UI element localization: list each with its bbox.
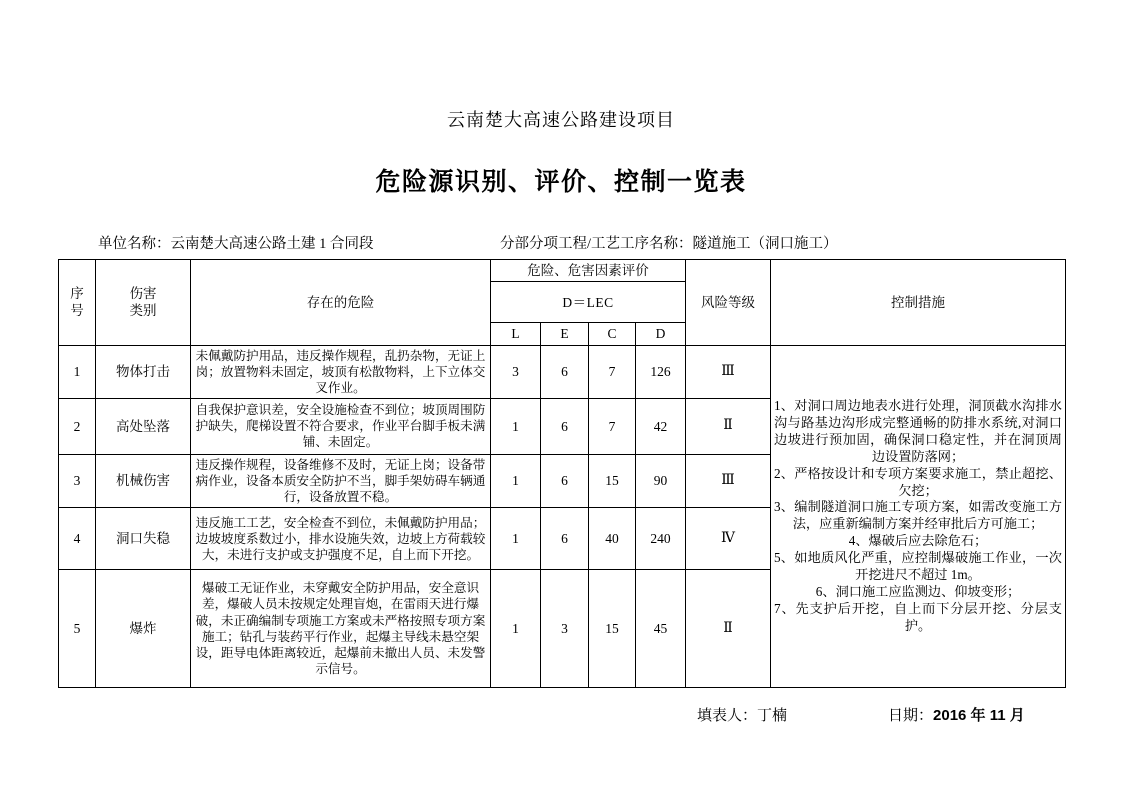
header-existing-hazard: 存在的危险	[191, 260, 491, 346]
cell-c: 7	[589, 398, 636, 454]
cell-e: 6	[541, 454, 589, 507]
process-name-field	[500, 232, 838, 253]
cell-injury-type: 高处坠落	[96, 398, 191, 454]
header-l: L	[491, 323, 541, 345]
cell-hazard: 违反施工工艺，安全检查不到位，未佩戴防护用品；边坡坡度系数过小，排水设施失效，边坡上方荷载较大，未进行支护或支护强度不足，自上而下开挖。	[191, 508, 491, 570]
control-measure-item: 2、严格按设计和专项方案要求施工，禁止超挖、欠挖；	[774, 465, 1062, 498]
header-evaluation: 危险、危害因素评价	[491, 260, 686, 282]
cell-d: 90	[636, 454, 686, 507]
cell-hazard: 爆破工无证作业，未穿戴安全防护用品，安全意识差，爆破人员未按规定处理盲炮，在雷雨天进行爆破，未正确编制专项施工方案或未严格按照专项方案施工；钻孔与装药平行作业，起爆主导线未悬空架设，距导电体距离较近，起爆前未撤出人员、未发警示信号。	[191, 570, 491, 688]
cell-c: 40	[589, 508, 636, 570]
cell-risk-level: Ⅲ	[686, 345, 771, 398]
header-injury-type	[96, 260, 191, 346]
cell-d: 126	[636, 345, 686, 398]
cell-l: 1	[491, 508, 541, 570]
table-header	[59, 260, 1066, 346]
cell-seq: 4	[59, 508, 96, 570]
cell-c: 15	[589, 570, 636, 688]
control-measure-item: 4、爆破后应去除危石；	[848, 533, 988, 549]
form-date-label: 日期：	[888, 708, 934, 724]
cell-seq: 3	[59, 454, 96, 507]
cell-hazard: 未佩戴防护用品，违反操作规程，乱扔杂物，无证上岗；放置物料未固定，坡顶有松散物料，上下立体交叉作业。	[191, 345, 491, 398]
cell-injury-type: 洞口失稳	[96, 508, 191, 570]
form-author-label: 填表人：	[697, 708, 758, 724]
hazard-table	[58, 259, 1066, 688]
cell-l: 1	[491, 454, 541, 507]
cell-risk-level: Ⅱ	[686, 570, 771, 688]
header-risk-level: 风险等级	[686, 260, 771, 346]
cell-c: 7	[589, 345, 636, 398]
header-d: D	[636, 323, 686, 345]
control-measure-item: 6、洞口施工应监测边、仰坡变形；	[815, 583, 1021, 599]
control-measure-item: 7、先支护后开挖，自上而下分层开挖、分层支护。	[774, 600, 1062, 633]
cell-hazard: 自我保护意识差，安全设施检查不到位；坡顶周围防护缺失，爬梯设置不符合要求，作业平台脚手板未满铺、未固定。	[191, 398, 491, 454]
form-date-field	[888, 704, 1025, 725]
cell-e: 6	[541, 345, 589, 398]
header-seq-line2: 号	[70, 303, 84, 319]
cell-risk-level: Ⅲ	[686, 454, 771, 507]
unit-name-label: 单位名称：	[98, 236, 171, 252]
process-name-label: 分部分项工程/工艺工序名称：	[500, 236, 693, 252]
header-seq	[59, 260, 96, 346]
cell-seq: 5	[59, 570, 96, 688]
header-dlec-formula: D＝LEC	[491, 282, 686, 323]
form-author-value: 丁楠	[757, 708, 788, 724]
control-measure-item: 1、对洞口周边地表水进行处理，洞顶截水沟排水沟与路基边沟形成完整通畅的防排水系统,对洞口边坡进行预加固，确保洞口稳定性，并在洞顶周边设置防落网；	[774, 398, 1062, 464]
meta-row	[0, 232, 1122, 252]
cell-d: 240	[636, 508, 686, 570]
form-date-value: 2016 年 11 月	[933, 707, 1025, 724]
page-title: 云南楚大高速公路建设项目	[447, 110, 675, 130]
form-author-field	[697, 704, 787, 725]
header-control-measures: 控制措施	[771, 260, 1066, 346]
cell-e: 6	[541, 398, 589, 454]
header-e: E	[541, 323, 589, 345]
table-body	[59, 345, 1066, 688]
cell-l: 1	[491, 398, 541, 454]
header-c: C	[589, 323, 636, 345]
cell-d: 42	[636, 398, 686, 454]
cell-risk-level: Ⅱ	[686, 398, 771, 454]
cell-seq: 1	[59, 345, 96, 398]
cell-seq: 2	[59, 398, 96, 454]
page-subtitle: 危险源识别、评价、控制一览表	[375, 168, 747, 196]
cell-c: 15	[589, 454, 636, 507]
cell-hazard: 违反操作规程，设备维修不及时，无证上岗；设备带病作业，设备本质安全防护不当，脚手架妨碍车辆通行，设备放置不稳。	[191, 454, 491, 507]
cell-control-measures	[771, 345, 1066, 688]
table-row	[59, 345, 1066, 398]
control-measure-item: 5、如地质风化严重，应控制爆破施工作业，一次开挖进尺不超过 1m。	[774, 550, 1062, 583]
unit-name-value: 云南楚大高速公路土建 1 合同段	[170, 236, 374, 252]
header-injury-type-line1: 伤害	[129, 286, 157, 301]
cell-l: 3	[491, 345, 541, 398]
cell-risk-level: Ⅳ	[686, 508, 771, 570]
header-injury-type-line2: 类别	[129, 303, 157, 319]
cell-e: 6	[541, 508, 589, 570]
cell-injury-type: 物体打击	[96, 345, 191, 398]
cell-d: 45	[636, 570, 686, 688]
unit-name-field	[98, 232, 374, 253]
cell-injury-type: 机械伤害	[96, 454, 191, 507]
cell-l: 1	[491, 570, 541, 688]
cell-e: 3	[541, 570, 589, 688]
control-measure-item: 3、编制隧道洞口施工专项方案，如需改变施工方法，应重新编制方案并经审批后方可施工；	[774, 499, 1062, 532]
process-name-value: 隧道施工（洞口施工）	[692, 236, 838, 252]
cell-injury-type: 爆炸	[96, 570, 191, 688]
header-seq-line1: 序	[70, 286, 84, 301]
footer-row	[0, 704, 1122, 726]
header-row-1	[59, 260, 1066, 282]
